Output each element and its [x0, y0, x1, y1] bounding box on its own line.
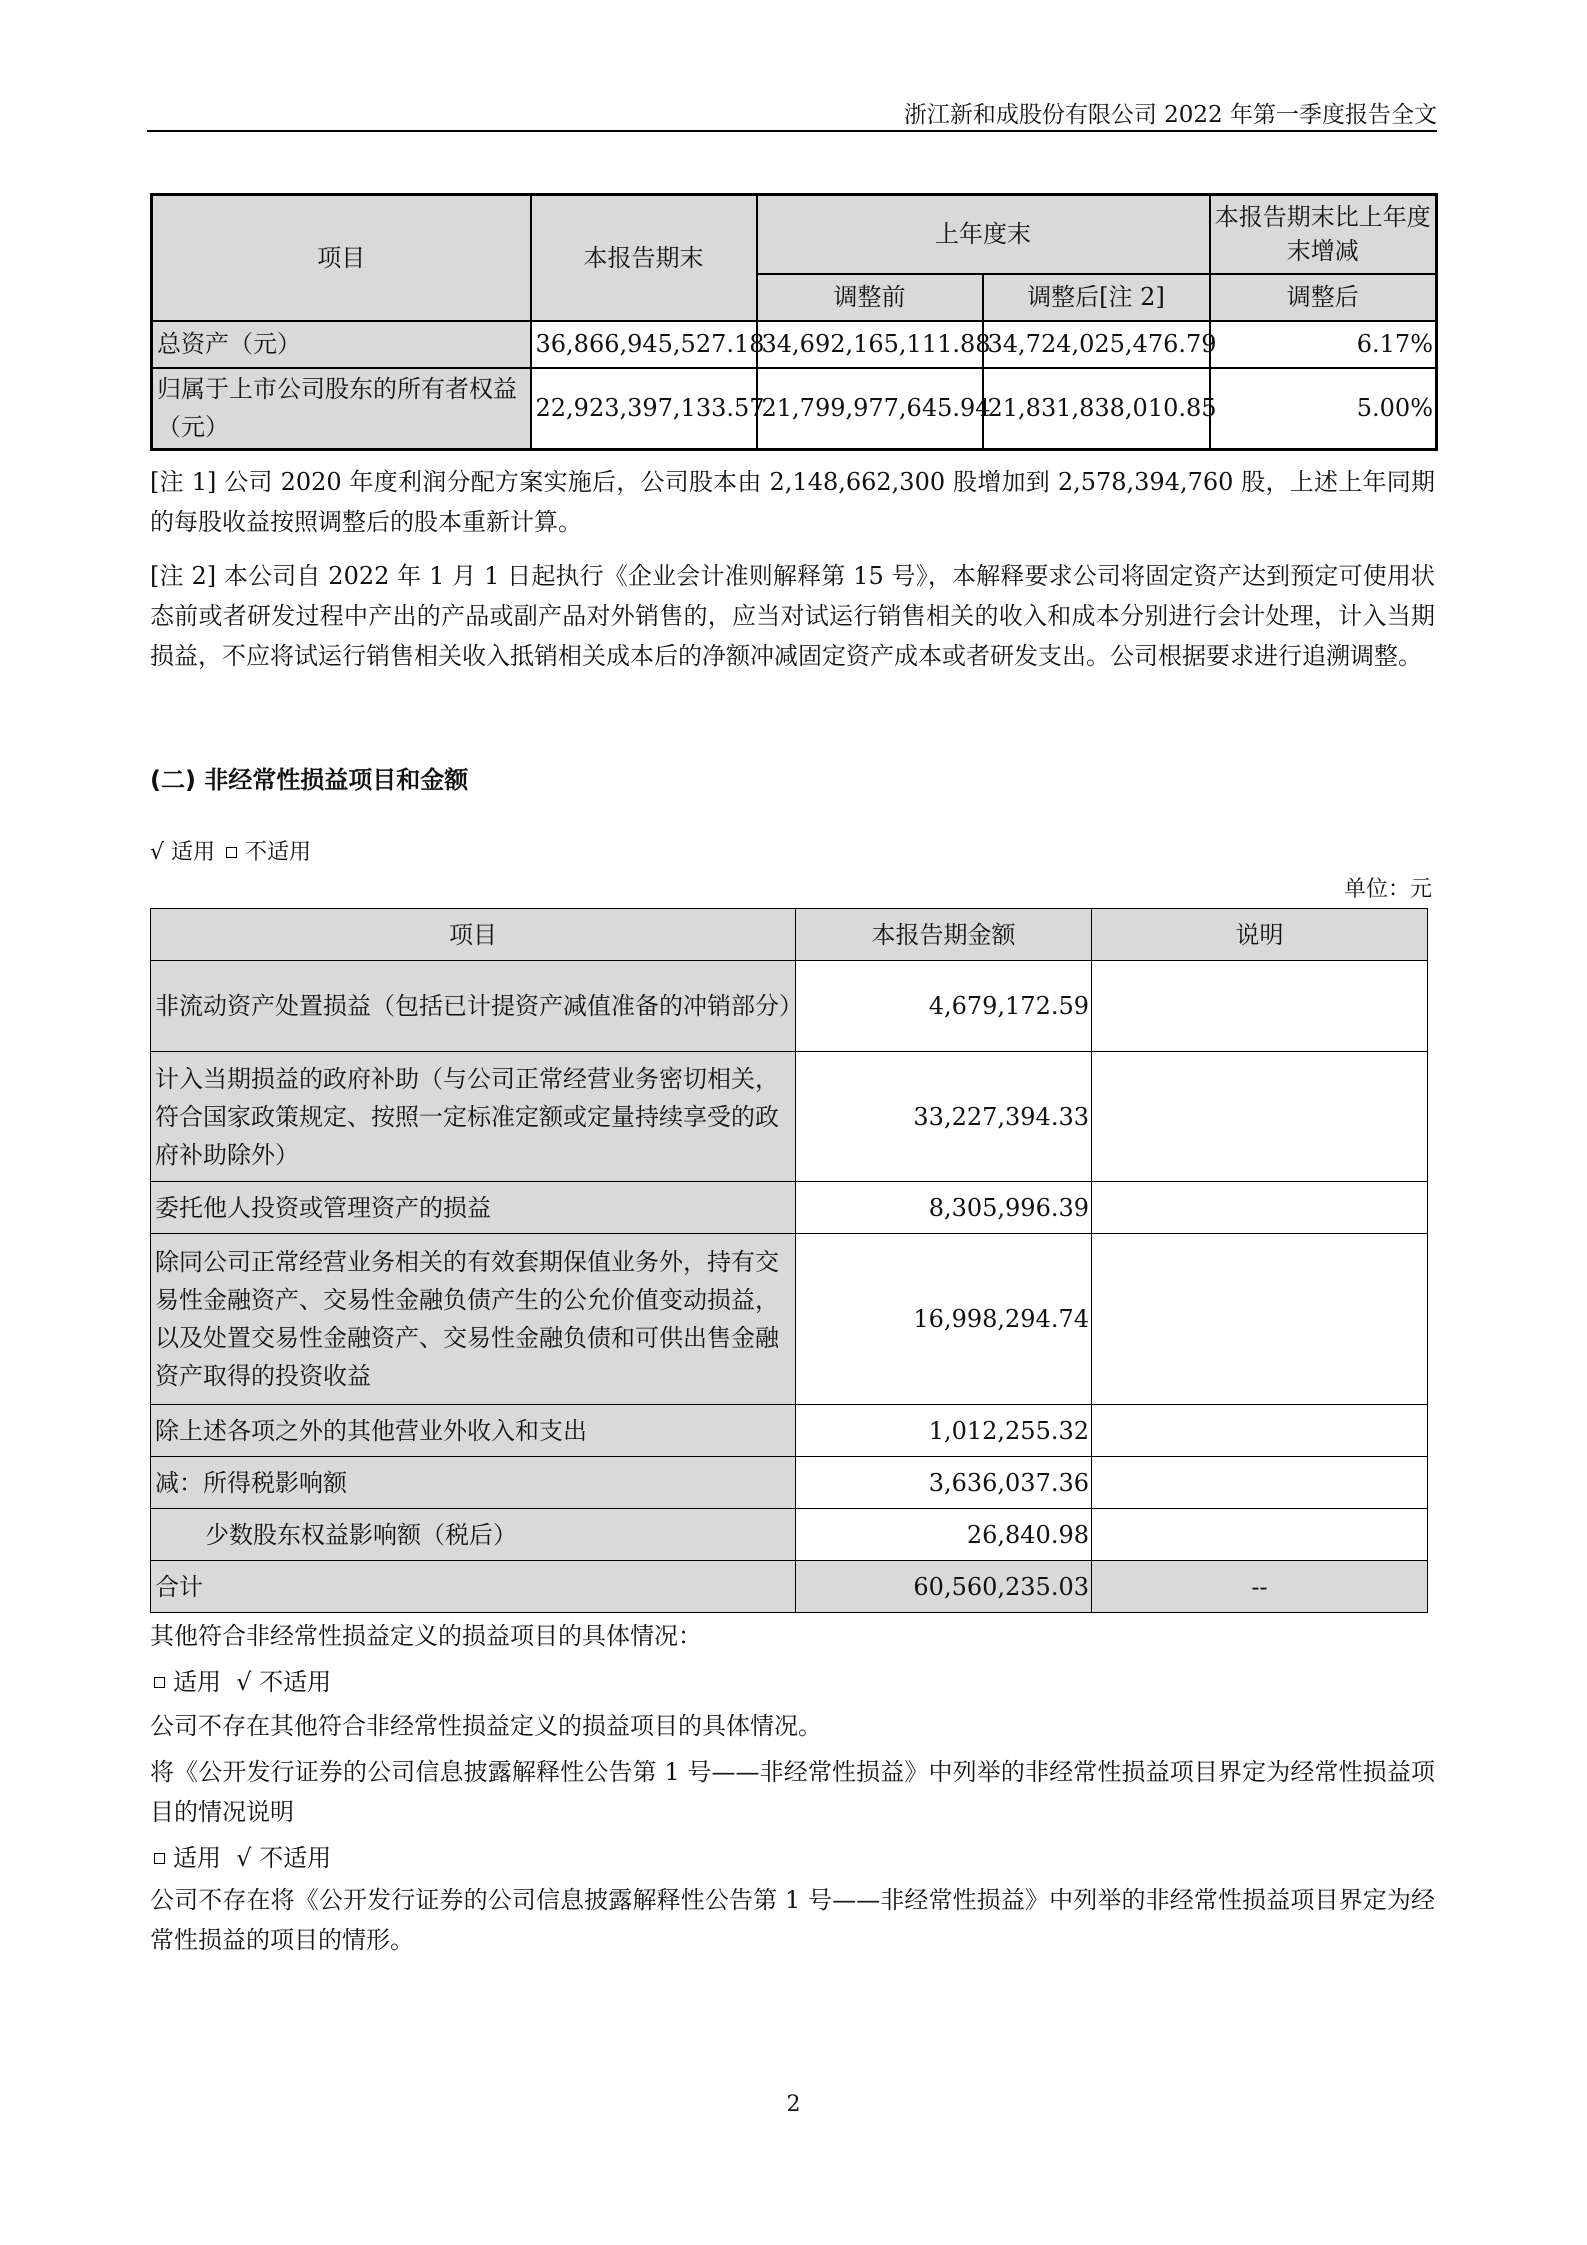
amount: 16,998,294.74	[796, 1234, 1092, 1405]
before-value: 34,692,165,111.88	[757, 321, 983, 368]
header-before-adj: 调整前	[757, 274, 983, 321]
section-title: (二) 非经常性损益项目和金额	[150, 766, 469, 794]
not-applicable-checked: √ 不适用	[236, 1844, 332, 1872]
table-row	[152, 321, 1437, 368]
row-label: 除上述各项之外的其他营业外收入和支出	[151, 1405, 796, 1457]
header-after-adj: 调整后[注 2]	[983, 274, 1210, 321]
applicability-3	[150, 1838, 331, 1873]
table-row	[151, 961, 1428, 1052]
row-label: 合计	[151, 1561, 796, 1613]
amount: 1,012,255.32	[796, 1405, 1092, 1457]
applicable-checked: √ 适用	[150, 840, 216, 865]
row-label: 计入当期损益的政府补助（与公司正常经营业务密切相关，符合国家政策规定、按照一定标准定额或定量持续享受的政府补助除外）	[151, 1052, 796, 1182]
non-recurring-items-table	[150, 908, 1428, 1613]
applicability-2	[150, 1662, 331, 1697]
header-change-adj: 调整后	[1210, 274, 1437, 321]
note-1: [注 1] 公司 2020 年度利润分配方案实施后，公司股本由 2,148,662,300 股增加到 2,578,394,760 股，上述上年同期的每股收益按照调整后的股本重新计算。	[150, 468, 1435, 536]
table-row	[151, 1234, 1428, 1405]
other-items-label: 其他符合非经常性损益定义的损益项目的具体情况：	[150, 1622, 702, 1650]
current-value: 22,923,397,133.57	[531, 368, 757, 450]
header-change: 本报告期末比上年度末增减	[1210, 195, 1437, 274]
header-current: 本报告期末	[531, 195, 757, 321]
table-row	[151, 1405, 1428, 1457]
table-row	[151, 1182, 1428, 1234]
header-amount: 本报告期金额	[796, 909, 1092, 961]
table-row	[152, 368, 1437, 450]
header-prev-year-end: 上年度末	[757, 195, 1210, 274]
after-value: 34,724,025,476.79	[983, 321, 1210, 368]
applicable: 适用	[173, 1844, 221, 1872]
not-applicable-checked: √ 不适用	[236, 1668, 332, 1696]
checkbox-icon	[154, 1853, 165, 1864]
not-applicable: 不适用	[245, 840, 312, 865]
reclassification-statement: 公司不存在将《公开发行证券的公司信息披露解释性公告第 1 号——非经常性损益》中列举的非经常性损益项目界定为经常性损益的项目的情形。	[150, 1886, 1435, 1954]
description	[1092, 1509, 1428, 1561]
total-row	[151, 1561, 1428, 1613]
note-2: [注 2] 本公司自 2022 年 1 月 1 日起执行《企业会计准则解释第 15 号》，本解释要求公司将固定资产达到预定可使用状态前或者研发过程中产出的产品或副产品对外销售的，应当对试运行销售相关的收入和成本分别进行会计处理，计入当期损益，不应将试运行销售相关收入抵销相关成本后的净额冲减固定资产成本或者研发支出。公司根据要求进行追溯调整。	[150, 562, 1435, 670]
applicable: 适用	[173, 1668, 221, 1696]
amount: 8,305,996.39	[796, 1182, 1092, 1234]
checkbox-icon	[154, 1677, 165, 1688]
header-desc: 说明	[1092, 909, 1428, 961]
row-label: 少数股东权益影响额（税后）	[151, 1509, 796, 1561]
description	[1092, 1052, 1428, 1182]
amount: 4,679,172.59	[796, 961, 1092, 1052]
after-value: 21,831,838,010.85	[983, 368, 1210, 450]
page-number: 2	[786, 2092, 801, 2117]
before-value: 21,799,977,645.94	[757, 368, 983, 450]
row-label: 除同公司正常经营业务相关的有效套期保值业务外，持有交易性金融资产、交易性金融负债产生的公允价值变动损益，以及处置交易性金融资产、交易性金融负债和可供出售金融资产取得的投资收益	[151, 1234, 796, 1405]
header-item: 项目	[152, 195, 531, 321]
description	[1092, 1234, 1428, 1405]
unit-label: 单位：元	[1343, 877, 1432, 902]
change-value: 5.00%	[1210, 368, 1437, 450]
table-row	[151, 1509, 1428, 1561]
current-value: 36,866,945,527.18	[531, 321, 757, 368]
header-divider	[147, 130, 1437, 132]
financial-summary-table	[150, 193, 1438, 451]
amount: 26,840.98	[796, 1509, 1092, 1561]
other-items-statement: 公司不存在其他符合非经常性损益定义的损益项目的具体情况。	[150, 1712, 822, 1740]
table-row	[151, 1052, 1428, 1182]
description	[1092, 1457, 1428, 1509]
description: --	[1092, 1561, 1428, 1613]
row-label: 非流动资产处置损益（包括已计提资产减值准备的冲销部分）	[151, 961, 796, 1052]
header-item: 项目	[151, 909, 796, 961]
row-label: 减：所得税影响额	[151, 1457, 796, 1509]
amount: 3,636,037.36	[796, 1457, 1092, 1509]
amount: 60,560,235.03	[796, 1561, 1092, 1613]
row-label: 总资产（元）	[152, 321, 531, 368]
description	[1092, 1405, 1428, 1457]
table-row	[151, 1457, 1428, 1509]
description	[1092, 961, 1428, 1052]
reclassification-label: 将《公开发行证券的公司信息披露解释性公告第 1 号——非经常性损益》中列举的非经常性损益项目界定为经常性损益项目的情况说明	[150, 1758, 1435, 1826]
row-label: 归属于上市公司股东的所有者权益（元）	[152, 368, 531, 450]
row-label: 委托他人投资或管理资产的损益	[151, 1182, 796, 1234]
applicability	[150, 835, 311, 866]
description	[1092, 1182, 1428, 1234]
page-header: 浙江新和成股份有限公司 2022 年第一季度报告全文	[903, 102, 1437, 128]
amount: 33,227,394.33	[796, 1052, 1092, 1182]
checkbox-icon	[226, 847, 237, 858]
change-value: 6.17%	[1210, 321, 1437, 368]
